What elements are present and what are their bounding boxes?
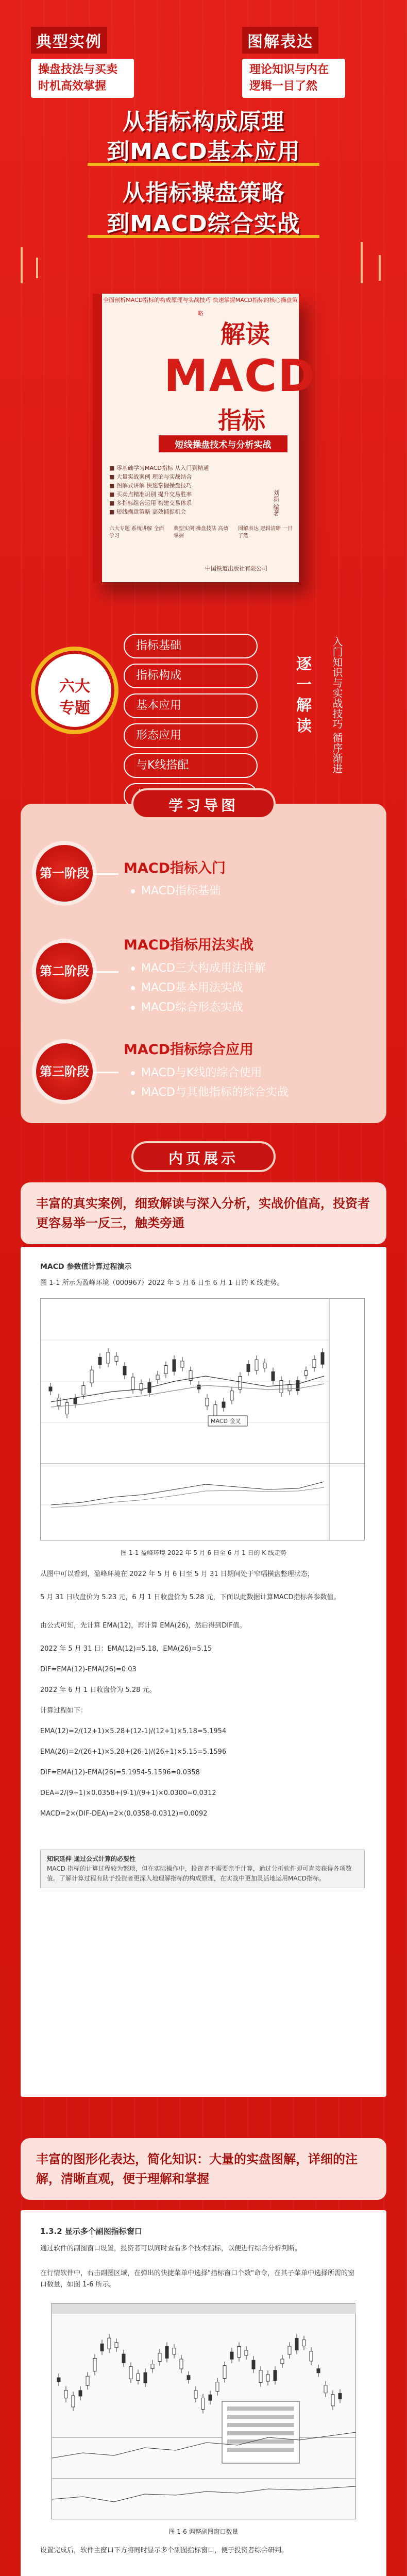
candle-body [107,1352,110,1363]
bullet-icon [131,967,135,971]
candle-body [108,2338,111,2349]
page-paragraph: 2022 年 5 月 31 日：EMA(12)=5.18，EMA(26)=5.15 [40,1645,212,1653]
book-line: ■ 买卖点精准识别 提升交易胜率 [109,491,192,498]
stage-item-label: MACD综合形态实战 [141,1001,243,1014]
stage-title: MACD指标入门 [124,860,226,876]
tag-line: 理论知识与内在 [249,63,329,76]
formula-line: MACD=2×(DIF-DEA)=2×(0.0358-0.0312)=0.0092 [40,1810,208,1818]
formula-line: EMA(12)=2/(12+1)×5.28+(12-1)/(12+1)×5.18=5.1954 [40,1727,227,1735]
headline: 从指标操盘策略 [122,180,285,206]
book-title-jiedu: 解读 [221,320,270,349]
chart-annotation: MACD 金叉 [211,1418,241,1425]
zhuyi-char: 读 [296,717,312,735]
candle-body [158,2353,161,2362]
candle-body [57,2378,60,2382]
stage-item-label: MACD三大构成用法详解 [141,962,266,975]
page-paragraph: 由公式可知，先计算 EMA(12)，再计算 EMA(26)，然后得到DIF值。 [40,1622,246,1630]
candle-body [65,1403,69,1414]
page-paragraph: 计算过程如下： [40,1707,88,1715]
candle-body [201,2398,205,2410]
candle-body [296,1380,299,1391]
candle-body [115,1356,118,1361]
candle-body [98,1358,101,1365]
candle-body [129,2366,132,2379]
candle-body [274,2370,277,2381]
candle-body [214,1405,217,1416]
candle-body [74,1398,77,1404]
book-page-2 [21,2210,386,2576]
candle-body [194,2391,197,2398]
book-title-zhibiao: 指标 [218,406,265,434]
candle-body [122,2354,125,2363]
headline: 从指标构成原理 [122,109,285,135]
candle-body [187,2376,190,2380]
stage-badge: 第一阶段 [36,845,93,902]
candle-body [144,2372,147,2383]
six-topics-circle [31,647,118,734]
tag-graphic-expression [242,27,371,98]
page-paragraph: 图 1-1 所示为盈峰环境（000967）2022 年 5 月 6 日至 6 月 1 日的 K 线走势。 [40,1279,284,1287]
candle-body [181,1361,184,1367]
figure-caption: 图 1-1 盈峰环境 2022 年 5 月 6 日至 6 月 1 日的 K 线走势 [121,1549,286,1556]
candle-body [123,1366,126,1375]
topic-item: 指标构成 [124,664,258,688]
bullet-icon [131,1071,135,1075]
stage-item [131,882,221,898]
circle-text: 专题 [59,699,90,717]
candle-body [79,2391,82,2396]
book-line: ■ 零基础学习MACD指标 从入门到精通 [109,465,209,471]
stage-item-label: MACD与其他指标的综合实战 [141,1086,289,1099]
book-top-line: 全面剖析MACD指标的构成原理与实战技巧 快速掌握MACD指标的核心操盘策略 [103,297,298,317]
page-paragraph: 通过软件的副图窗口设置，投资者可以同时查看多个技术指标，以便进行综合分析判断。 [40,2245,302,2252]
bullet-icon [131,1091,135,1095]
knowledge-note [40,1850,365,1888]
tag-line: 操盘技法与买卖 [38,63,118,76]
book-subtitle: 短线操盘技术与分析实战 [159,435,287,452]
stage-item [131,979,243,995]
candle-body [90,1370,93,1383]
zhuyi-char: 逐 [296,655,312,673]
book-cover [93,294,316,582]
candle-body [272,1371,275,1380]
zhuyi-char: 一 [296,676,312,694]
stage-item [131,1083,289,1099]
candle-body [321,1352,324,1364]
stage-item-label: MACD基本用法实战 [141,981,243,994]
bullet-icon [131,889,135,893]
zhuyi-jiedu [289,654,319,737]
stage-item [131,1064,262,1080]
formula-line: DIF=EMA(12)-EMA(26)=5.1954-5.1596=0.0358 [40,1769,200,1776]
tag-typical-example [31,27,160,98]
candle-body [324,2385,327,2393]
zhuyi-char: 解 [296,697,312,715]
candle-body [216,2382,219,2392]
decor-candle [379,255,381,281]
candle-body [173,1360,176,1371]
book-line: ■ 图解式讲解 快速掌握操盘技巧 [109,482,192,489]
hero-section [0,0,407,289]
candle-body [266,2375,269,2381]
candle-body [331,2395,334,2406]
headline: 到MACD综合实战 [107,211,300,237]
candle-body [180,2359,183,2369]
candle-body [245,2350,248,2355]
stage-connector [93,1072,118,1073]
page-paragraph: 2022 年 6 月 1 日收盘价为 5.28 元。 [40,1686,156,1694]
circle-text: 六大 [59,677,90,696]
book-line: ■ 大量实战案例 理论与实战结合 [109,473,192,480]
candle-body [57,1398,60,1406]
stage-connector [93,873,118,875]
study-map-title: 学习导图 [131,788,276,819]
formula-line: DEA=2/(9+1)×0.0358+(9-1)/(9+1)×0.0300=0.0312 [40,1789,216,1797]
tag-subtitle [31,59,134,98]
note-text: MACD 指标的计算过程较为繁琐，但在实际操作中，投资者不需要亲手计算，通过分析软件即可直接获得各项数值。了解计算过程有助于投资者更深入地理解指标的构成原理，在实战中更加灵活地运用MACD指标。 [47,1865,352,1882]
candle-body [173,2348,176,2354]
book-feature: 图解表达 逻辑清晰 一目了然 [238,526,293,539]
section-heading: 1.3.2 显示多个副图指标窗口 [40,2227,142,2236]
software-screenshot [52,2303,355,2519]
tag-line: 时机高效掌握 [38,80,107,93]
candle-body [288,2346,291,2354]
candle-body [209,2395,212,2400]
stage-title: MACD指标用法实战 [124,937,253,953]
candle-body [165,2346,168,2358]
bullet-icon [131,986,135,990]
candle-body [156,1375,159,1380]
candle-body [137,2374,140,2380]
bullet-icon [131,1006,135,1010]
stock-chart [40,1298,365,1540]
candle-body [317,2369,320,2373]
page-paragraph: 设置完成后，软件主窗口下方将同时显示多个副图指标窗口，便于投资者综合研判。 [40,2547,289,2554]
candle-body [72,2396,75,2407]
candle-body [259,2370,262,2383]
inner-caption: 丰富的真实案例，细致解读与深入分析，实战价值高，投资者更容易举一反三，触类旁通 [21,1182,386,1244]
stage-item-label: MACD与K线的综合使用 [141,1066,262,1079]
kline-chart-svg [41,1299,365,1541]
topic-item: 形态应用 [124,723,258,748]
stage-title: MACD指标综合应用 [124,1042,253,1058]
candle-body [238,2346,241,2357]
software-chart-svg [52,2303,356,2520]
candle-body [255,1360,258,1370]
book-publisher: 中国铁道出版社有限公司 [205,565,267,572]
topic-item: 与K线搭配 [124,753,258,778]
candle-body [263,1363,266,1368]
candle-body [64,2391,67,2398]
candle-body [310,2351,313,2361]
page-paragraph: 在行情软件中，右击副图区域，在弹出的快捷菜单中选择"指标窗口个数"命令，在其子菜单中选择所需的窗口数量，如图 1-6 所示。 [40,2269,354,2289]
formula-line: EMA(26)=2/(26+1)×5.28+(26-1)/(26+1)×5.15=5.1596 [40,1748,227,1756]
candle-body [86,2376,89,2385]
decor-candle [21,247,23,283]
candle-body [100,2344,104,2351]
candle-body [313,1360,316,1368]
book-bottom-features [109,526,295,540]
candle-body [280,1380,283,1393]
inner-caption: 丰富的图形化表达，简化知识：大量的实盘图解，详细的注解，清晰直观，便于理解和掌握 [21,2138,386,2200]
candle-body [164,1366,167,1374]
inner-pages-title: 内页展示 [131,1141,276,1172]
book-page-1 [21,1247,386,2097]
candle-body [206,1398,209,1406]
stage-item [131,998,243,1014]
candle-body [288,1384,291,1391]
page-paragraph: DIF=EMA(12)-EMA(26)=0.03 [40,1666,137,1673]
decor-candle [361,242,363,283]
figure-caption: 图 1-6 调整副图窗口数量 [168,2528,239,2535]
candle-body [302,2340,306,2346]
candle-body [222,1402,225,1408]
book-feature-lines [109,464,295,516]
candle-body [281,2359,284,2364]
stage-badge: 第三阶段 [36,1043,93,1100]
candle-body [93,2358,96,2371]
candle-body [230,2352,233,2359]
candle-body [295,2338,298,2350]
book-feature: 典型实例 操盘技法 高效掌握 [174,526,229,539]
headline: 到MACD基本应用 [107,139,300,165]
note-title: 知识延伸 通过公式计算的必要性 [47,1855,136,1862]
page-heading: MACD 参数值计算过程演示 [40,1263,132,1271]
candle-body [223,2366,226,2379]
candle-body [131,1377,134,1389]
stage-item [131,959,266,975]
book-author: 刘新 编著 [273,489,280,516]
candle-body [115,2343,118,2348]
topic-item: 基本应用 [124,693,258,718]
tag-title: 图解表达 [242,27,318,54]
candle-body [82,1386,85,1395]
book-line: ■ 短线操盘策略 高效捕捉机会 [109,509,186,515]
topic-item: 指标基础 [124,634,258,658]
stage-connector [93,971,118,973]
book-feature: 六大专题 系统讲解 全面学习 [109,526,164,539]
page-paragraph: 从图中可以看到，盈峰环境在 2022 年 5 月 6 日至 5 月 31 日期间处于窄幅横盘整理状态， [40,1570,314,1578]
side-text: 入门知识与实战技巧 循序渐进 [331,636,343,774]
tag-title: 典型实例 [31,27,107,54]
candle-body [338,2393,342,2399]
candle-body [230,1391,233,1400]
tag-subtitle [242,59,345,98]
book-line: ■ 多指标组合运用 构建交易体系 [109,500,192,506]
candle-body [247,1364,250,1371]
page-paragraph: 5 月 31 日收盘价为 5.23 元，6 月 1 日收盘价为 5.28 元，下面以此数据计算MACD指标各参数值。 [40,1594,341,1601]
stage-badge: 第二阶段 [36,943,93,999]
candle-body [197,1385,200,1389]
tag-line: 逻辑一目了然 [249,80,318,93]
candle-body [49,1387,52,1391]
decor-candle [36,258,38,278]
book-title-macd: MACD [164,350,316,402]
candle-body [304,1370,308,1375]
candle-body [252,2360,255,2369]
stage-item-label: MACD指标基础 [141,885,221,897]
candle-body [151,2364,154,2369]
